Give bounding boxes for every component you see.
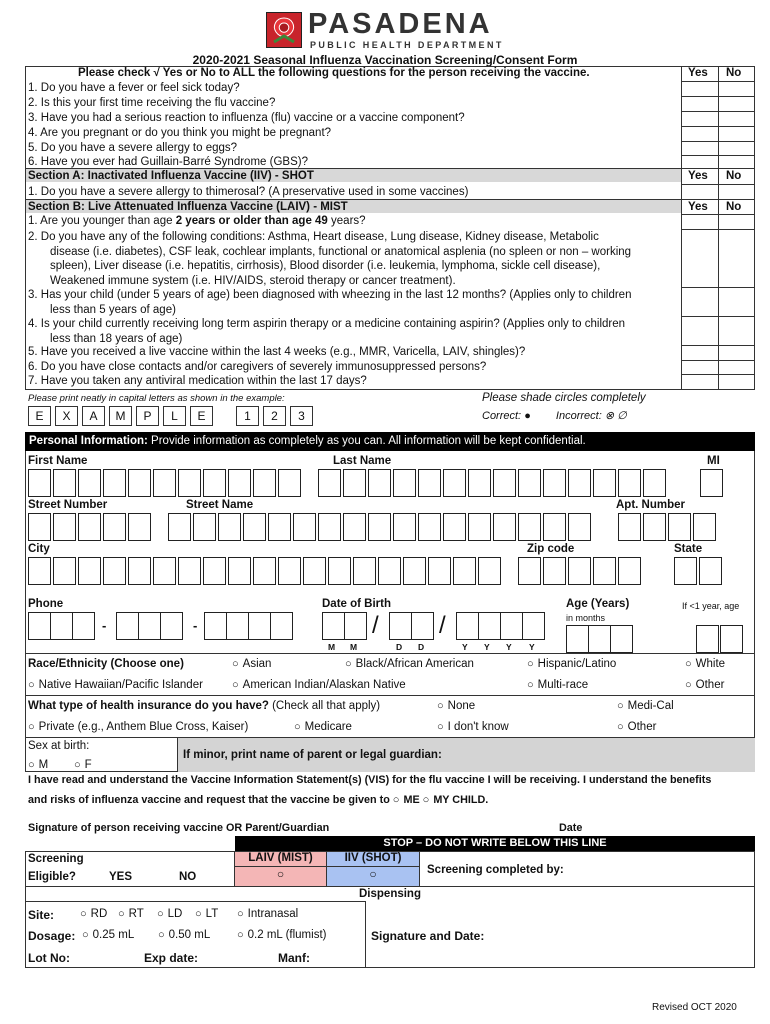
dosage-option[interactable]: ○ 0.2 mL (flumist) — [237, 929, 326, 941]
race-option[interactable]: ○ Asian — [232, 658, 271, 670]
site-intranasal[interactable]: ○ Intranasal — [237, 908, 298, 920]
question: 6. Have you ever had Guillain-Barré Syndrome (GBS)? — [28, 156, 308, 168]
question: 1. Do you have a severe allergy to thimerosal? (A preservative used in some vaccines) — [28, 186, 469, 198]
form-title: 2020-2021 Seasonal Influenza Vaccination Screening/Consent Form — [192, 53, 578, 67]
race-label: Race/Ethnicity (Choose one) — [28, 658, 184, 670]
street-number-label: Street Number — [28, 499, 108, 511]
question: 5. Do you have a severe allergy to eggs? — [28, 142, 238, 154]
age-note: If <1 year, age — [682, 601, 740, 611]
section-b-title: Section B: Live Attenuated Influenza Vaccine (LAIV) - MIST — [28, 201, 348, 213]
question: 1. Are you younger than age 2 years or older than age 49 years? — [28, 215, 366, 227]
eligible-label: Eligible? — [28, 871, 76, 883]
site-label: Site: — [28, 908, 55, 922]
dob-slash: / — [372, 612, 379, 639]
iiv-option[interactable]: ○ — [327, 867, 419, 886]
dob-label: Date of Birth — [322, 598, 391, 610]
site-option[interactable]: ○ RT — [118, 908, 144, 920]
race-option[interactable]: ○ Native Hawaiian/Pacific Islander — [28, 679, 203, 691]
example-number: 2 — [263, 406, 286, 426]
phone-label: Phone — [28, 598, 64, 610]
insurance-option[interactable]: ○ Other — [617, 721, 656, 733]
example-letter: X — [55, 406, 78, 426]
section-a-no: No — [726, 170, 742, 182]
race-option[interactable]: ○ Hispanic/Latino — [527, 658, 616, 670]
question: 5. Have you received a live vaccine within the last 4 weeks (e.g., MMR, Varicella, LAIV, shingles)? — [28, 346, 526, 358]
exp-date-label: Exp date: — [144, 951, 199, 965]
example-number: 3 — [290, 406, 313, 426]
date-label: Date — [559, 822, 583, 834]
zip-label: Zip code — [527, 543, 575, 555]
rose-logo-icon — [266, 12, 302, 48]
age-label: Age (Years) — [566, 598, 630, 610]
state-label: State — [674, 543, 703, 555]
shade-note: Please shade circles completely — [482, 392, 646, 404]
dob-slash: / — [439, 612, 446, 639]
logo — [266, 10, 506, 54]
example-letter: E — [190, 406, 213, 426]
example-letter: E — [28, 406, 51, 426]
insurance-label: What type of health insurance do you have? (Check all that apply) — [28, 700, 381, 712]
question: 4. Is your child currently receiving long term aspirin therapy or a medicine containing aspirin? (Applies only to children less than 18 years of age) — [28, 318, 626, 345]
dosage-label: Dosage: — [28, 929, 76, 943]
phone-dash: - — [193, 618, 198, 633]
insurance-option[interactable]: ○ Medicare — [294, 721, 352, 733]
street-name-label: Street Name — [186, 499, 254, 511]
stop-bar: STOP – DO NOT WRITE BELOW THIS LINE — [235, 836, 755, 851]
signature-label: Signature of person receiving vaccine OR Parent/Guardian — [28, 822, 330, 834]
screening-label: Screening — [28, 853, 84, 865]
race-option[interactable]: ○ White — [685, 658, 725, 670]
city-label: City — [28, 543, 50, 555]
site-option[interactable]: ○ LT — [195, 908, 218, 920]
question: 4. Are you pregnant or do you think you might be pregnant? — [28, 127, 332, 139]
question: 2. Is this your first time receiving the flu vaccine? — [28, 97, 276, 109]
site-option[interactable]: ○ LD — [157, 908, 182, 920]
logo-department: PUBLIC HEALTH DEPARTMENT — [310, 40, 504, 50]
consent-line-1: I have read and understand the Vaccine Information Statement(s) (VIS) for the flu vaccine I will be receiving. I understand the benefits — [28, 774, 712, 786]
mi-box[interactable] — [700, 469, 723, 497]
mi-label: MI — [707, 455, 720, 467]
phone-dash: - — [102, 618, 107, 633]
consent-line-2: and risks of influenza vaccine and request that the vaccine be given to ○ ME ○ MY CHILD. — [28, 794, 488, 806]
signature-date-label: Signature and Date: — [371, 929, 485, 943]
revised-note: Revised OCT 2020 — [652, 1002, 737, 1013]
site-option[interactable]: ○ RD — [80, 908, 107, 920]
manf-label: Manf: — [278, 951, 310, 965]
iiv-header: IIV (SHOT) — [327, 852, 419, 866]
example-letter: L — [163, 406, 186, 426]
question: 2. Do you have any of the following conditions: Asthma, Heart disease, Lung disease, Kidney disease, Metabolic disease (i.e. diabetes), CSF leak, cochlear implants, functional or anatomical asplenia (no spleen or non – working spleen), Liver disease (i.e. hepatitis, cirrhosis), Blood disorder (i.e. leukemia, lymphoma, sickle cell disease), Weakened immune system (i.e. HIV/AIDS, steroid therapy or cancer treatment). — [28, 231, 632, 287]
last-name-label: Last Name — [333, 455, 392, 467]
lot-label: Lot No: — [28, 951, 70, 965]
sex-option-m[interactable]: ○ M — [28, 759, 48, 771]
example-letter: A — [82, 406, 105, 426]
consent-child-option[interactable]: ○ MY CHILD. — [423, 794, 489, 806]
race-option[interactable]: ○ Other — [685, 679, 724, 691]
personal-info-bar: Personal Information: Provide information as completely as you can. All information will be kept confidential. — [25, 432, 755, 451]
insurance-option[interactable]: ○ I don't know — [437, 721, 509, 733]
dosage-option[interactable]: ○ 0.25 mL — [82, 929, 134, 941]
no-header: No — [726, 67, 742, 79]
race-option[interactable]: ○ Black/African American — [345, 658, 474, 670]
question: 1. Do you have a fever or feel sick today? — [28, 82, 240, 94]
section-a-title: Section A: Inactivated Influenza Vaccine (IIV) - SHOT — [28, 170, 314, 182]
yes-header: Yes — [688, 67, 708, 79]
race-option[interactable]: ○ American Indian/Alaskan Native — [232, 679, 406, 691]
example-letter: M — [109, 406, 132, 426]
first-name-label: First Name — [28, 455, 88, 467]
example-number: 1 — [236, 406, 259, 426]
question: 3. Has your child (under 5 years of age) been diagnosed with wheezing in the last 12 months? (Applies only to children less than 5 years of age) — [28, 289, 632, 316]
filled-circle-icon: ● — [524, 410, 531, 422]
screening-completed-by: Screening completed by: — [427, 864, 564, 876]
dispensing-label: Dispensing — [359, 888, 421, 900]
section-b-yes: Yes — [688, 201, 708, 213]
section-a-yes: Yes — [688, 170, 708, 182]
eligible-yes[interactable]: YES — [109, 871, 133, 883]
eligible-no[interactable]: NO — [179, 871, 197, 883]
crossed-circle-icon: ⊗ ∅ — [604, 410, 627, 422]
example-letter: P — [136, 406, 159, 426]
correct-example: Correct: ● Incorrect: ⊗ ∅ — [482, 410, 627, 422]
laiv-header: LAIV (MIST) — [235, 852, 326, 866]
question: 6. Do you have close contacts and/or caregivers of severely immunosuppressed persons? — [28, 361, 487, 373]
dosage-option[interactable]: ○ 0.50 mL — [158, 929, 210, 941]
sex-label: Sex at birth: — [28, 740, 90, 752]
race-option[interactable]: ○ Multi-race — [527, 679, 588, 691]
guardian-label: If minor, print name of parent or legal guardian: — [183, 749, 442, 761]
in-months-note: in months — [566, 613, 606, 623]
insurance-option[interactable]: ○ Private (e.g., Anthem Blue Cross, Kaiser) — [28, 721, 248, 733]
insurance-option[interactable]: ○ Medi-Cal — [617, 700, 674, 712]
question: 3. Have you had a serious reaction to influenza (flu) vaccine or a vaccine component? — [28, 112, 465, 124]
print-note: Please print neatly in capital letters as shown in the example: — [28, 393, 285, 404]
section-b-no: No — [726, 201, 742, 213]
logo-name: PASADENA — [308, 8, 493, 40]
sex-option-f[interactable]: ○ F — [74, 759, 92, 771]
insurance-option[interactable]: ○ None — [437, 700, 475, 712]
question: 7. Have you taken any antiviral medication within the last 17 days? — [28, 375, 367, 387]
apt-number-label: Apt. Number — [616, 499, 685, 511]
consent-me-option[interactable]: ○ ME — [393, 794, 420, 806]
instructions: Please check √ Yes or No to ALL the following questions for the person receiving the vaccine. — [78, 67, 590, 79]
laiv-option[interactable]: ○ — [235, 867, 326, 886]
